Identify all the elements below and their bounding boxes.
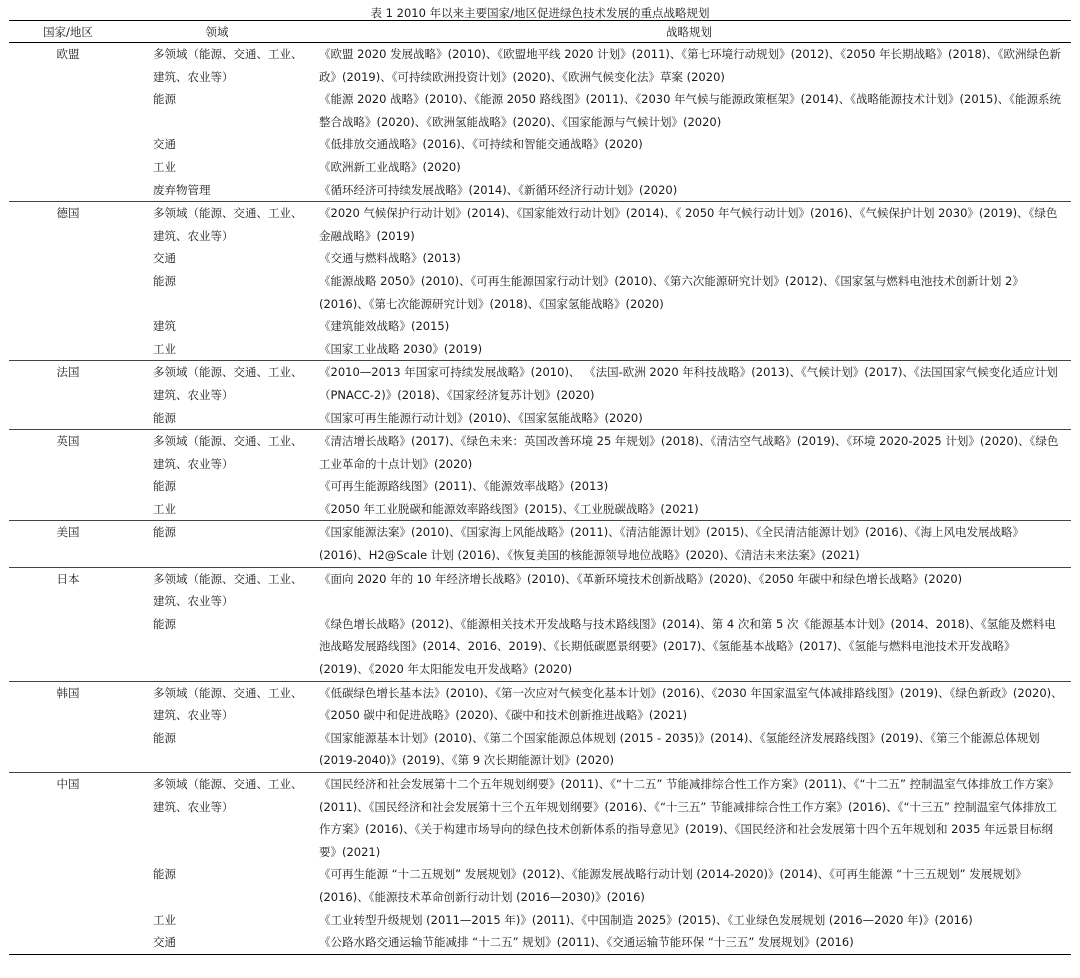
- table-row: [9, 863, 1071, 908]
- plan-cell: 《2020 气候保护行动计划》(2014)、《国家能效行动计划》(2014)、《 2050 年气候行动计划》(2016)、《气候保护计划 2030》(2019)、《绿色金融战略》(2019): [319, 206, 1058, 243]
- country-cell: 法国: [56, 365, 80, 380]
- plan-cell: 《清洁增长战略》(2017)、《绿色未来：英国改善环境 25 年规划》(2018)、《清洁空气战略》(2019)、《环境 2020-2025 计划》(2020)、《绿色工业革命的十点计划》(2020): [319, 434, 1059, 471]
- plan-cell: 《欧洲新工业战略》(2020): [319, 159, 461, 174]
- table-row: [9, 613, 1071, 681]
- plan-cell: 《可再生能源路线图》(2011)、《能源效率战略》(2013): [319, 479, 609, 494]
- table-row: [9, 270, 1071, 315]
- country-cell: [9, 931, 127, 954]
- table-row: [9, 475, 1071, 498]
- table-row: [9, 727, 1071, 773]
- country-cell: [9, 133, 127, 156]
- country-cell: [9, 407, 127, 430]
- header-plan: 战略规划: [666, 24, 712, 39]
- field-cell: 能源: [153, 616, 176, 631]
- country-group: [9, 43, 1071, 202]
- field-cell: 能源: [153, 92, 176, 107]
- field-cell: 能源: [153, 273, 176, 288]
- table-row: [9, 156, 1071, 179]
- plan-cell: 《国家工业战略 2030》(2019): [319, 341, 483, 356]
- table-row: [9, 179, 1071, 202]
- plan-cell: 《绿色增长战略》(2012)、《能源相关技术开发战略与技术路线图》(2014)、第 4 次和第 5 次《能源基本计划》(2014、2018)、《氢能及燃料电池战略发展路线图》(2014、2016、2019)、《长期低碳愿景纲要》(2017)、《氢能基本战略》(2017)、《氢能与燃料电池技术开发战略》(2019)、《2020 年太阳能发电开发战略》(2020): [319, 616, 1056, 677]
- table-row: [9, 567, 1071, 613]
- plan-cell: 《能源 2020 战略》(2010)、《能源 2050 路线图》(2011)、《2030 年气候与能源政策框架》(2014)、《战略能源技术计划》(2015)、《能源系统整合战略》(2020)、《欧洲氢能战略》(2020)、《国家能源与气候计划》(2020): [319, 92, 1062, 129]
- plan-cell: 《国民经济和社会发展第十二个五年规划纲要》(2011)、《“十二五” 节能减排综合性工作方案》(2011)、《“十二五” 控制温室气体排放工作方案》(2011)、《国民经济和社会发展第十三个五年规划纲要》(2016)、《“十三五” 节能减排综合性工作方案》(2016)、《“十三五” 控制温室气体排放工作方案》(2016)、《关于构建市场导向的绿色技术创新体系的指导意见》(2019)、《国民经济和社会发展第十四个五年规划和 2035 年远景目标纲要》(2021): [319, 777, 1060, 859]
- country-cell: 德国: [56, 206, 80, 221]
- field-cell: 多领域（能源、交通、工业、建筑、农业等）: [153, 434, 303, 471]
- field-cell: 多领域（能源、交通、工业、建筑、农业等）: [153, 365, 303, 402]
- country-cell: [9, 727, 127, 773]
- field-cell: 工业: [153, 501, 176, 516]
- field-cell: 能源: [153, 867, 176, 882]
- country-cell: [9, 179, 127, 202]
- country-group: [9, 567, 1071, 681]
- field-cell: 能源: [153, 525, 176, 540]
- field-cell: 工业: [153, 159, 176, 174]
- table-row: [9, 247, 1071, 270]
- plan-cell: 《欧盟 2020 发展战略》(2010)、《欧盟地平线 2020 计划》(2011)、《第七环境行动规划》(2012)、《2050 年长期战略》(2018)、《欧洲绿色新政》(2019)、《可持续欧洲投资计划》(2020)、《欧洲气候变化法》草案 (2020): [319, 47, 1062, 84]
- table-row: [9, 361, 1071, 407]
- header-field: 领域: [205, 24, 229, 39]
- table-row: [9, 338, 1071, 361]
- field-cell: 多领域（能源、交通、工业、建筑、农业等）: [153, 47, 303, 84]
- document-page: [9, 0, 1071, 955]
- plan-cell: 《工业转型升级规划 (2011—2015 年)》(2011)、《中国制造 2025》(2015)、《工业绿色发展规划 (2016—2020 年)》(2016): [319, 912, 973, 927]
- field-cell: 多领域（能源、交通、工业、建筑、农业等）: [153, 685, 303, 723]
- table-row: [9, 521, 1071, 567]
- field-cell: 交通: [153, 251, 176, 266]
- country-cell: 欧盟: [56, 47, 80, 61]
- country-cell: [9, 88, 127, 133]
- field-cell: 建筑: [153, 319, 176, 334]
- country-group: [9, 430, 1071, 521]
- table-row: [9, 498, 1071, 521]
- table-header: [9, 21, 1071, 43]
- table-row: [9, 202, 1071, 248]
- plan-cell: 《可再生能源 “十二五规划” 发展规划》(2012)、《能源发展战略行动计划 (2014-2020)》(2014)、《可再生能源 “十三五规划” 发展规划》(2016)、《能源技术革命创新行动计划 (2016—2030)》(2016): [319, 867, 1027, 904]
- table-row: [9, 88, 1071, 133]
- table-row: [9, 43, 1071, 89]
- field-cell: 能源: [153, 479, 176, 494]
- country-cell: [9, 863, 127, 908]
- country-cell: 韩国: [56, 685, 80, 700]
- plan-cell: 《2010—2013 年国家可持续发展战略》(2010)、 《法国-欧洲 2020 年科技战略》(2013)、《气候计划》(2017)、《法国国家气候变化适应计划（PNACC-2)》(2018)、《国家经济复苏计划》(2020): [319, 365, 1058, 402]
- country-cell: [9, 315, 127, 338]
- country-group: [9, 521, 1071, 567]
- strategy-table: [9, 20, 1071, 955]
- plan-cell: 《建筑能效战略》(2015): [319, 319, 450, 334]
- field-cell: 能源: [153, 730, 176, 745]
- table-row: [9, 430, 1071, 476]
- plan-cell: 《循环经济可持续发展战略》(2014)、《新循环经济行动计划》(2020): [319, 182, 678, 197]
- country-group: [9, 361, 1071, 430]
- field-cell: 多领域（能源、交通、工业、建筑、农业等）: [153, 777, 303, 814]
- plan-cell: 《国家可再生能源行动计划》(2010)、《国家氢能战略》(2020): [319, 410, 643, 425]
- table-row: [9, 773, 1071, 864]
- country-cell: [9, 613, 127, 681]
- table-row: [9, 315, 1071, 338]
- country-cell: [9, 498, 127, 521]
- country-cell: 美国: [56, 525, 80, 540]
- country-cell: 英国: [56, 434, 80, 449]
- table-row: [9, 909, 1071, 932]
- country-cell: [9, 338, 127, 361]
- country-cell: [9, 909, 127, 932]
- field-cell: 交通: [153, 137, 176, 152]
- table-row: [9, 681, 1071, 727]
- plan-cell: 《低碳绿色增长基本法》(2010)、《第一次应对气候变化基本计划》(2016)、《2030 年国家温室气体减排路线图》(2019)、《绿色新政》(2020)、《2050 碳中和促进战略》(2020)、《碳中和技术创新推进战略》(2021): [319, 685, 1063, 723]
- plan-cell: 《国家能源基本计划》(2010)、《第二个国家能源总体规划 (2015 - 2035)》(2014)、《氢能经济发展路线图》(2019)、《第三个能源总体规划 (2019-2040)》(2019)、《第 9 次长期能源计划》(2020): [319, 730, 1040, 768]
- field-cell: 工业: [153, 341, 176, 356]
- table-row: [9, 133, 1071, 156]
- header-country: 国家/地区: [43, 24, 93, 39]
- country-cell: [9, 475, 127, 498]
- field-cell: 工业: [153, 912, 176, 927]
- country-group: [9, 202, 1071, 361]
- header-row: [9, 21, 1071, 43]
- field-cell: 交通: [153, 935, 176, 950]
- country-cell: [9, 247, 127, 270]
- plan-cell: 《国家能源法案》(2010)、《国家海上风能战略》(2011)、《清洁能源计划》(2015)、《全民清洁能源计划》(2016)、《海上风电发展战略》(2016)、H2@Scale 计划 (2016)、《恢复美国的核能源领导地位战略》(2020)、《清洁未来法案》(2021): [319, 525, 1024, 563]
- plan-cell: 《公路水路交通运输节能减排 “十二五” 规划》(2011)、《交通运输节能环保 “十三五” 发展规划》(2016): [319, 935, 854, 950]
- country-cell: [9, 156, 127, 179]
- plan-cell: 《面向 2020 年的 10 年经济增长战略》(2010)、《革新环境技术创新战略》(2020)、《2050 年碳中和绿色增长战略》(2020): [319, 571, 963, 586]
- field-cell: 多领域（能源、交通、工业、建筑、农业等）: [153, 206, 303, 243]
- field-cell: 废弃物管理: [153, 182, 211, 197]
- table-row: [9, 931, 1071, 954]
- country-cell: [9, 270, 127, 315]
- field-cell: 能源: [153, 410, 176, 425]
- country-group: [9, 681, 1071, 772]
- country-cell: 日本: [56, 571, 80, 586]
- country-cell: 中国: [56, 777, 80, 791]
- plan-cell: 《能源战略 2050》(2010)、《可再生能源国家行动计划》(2010)、《第六次能源研究计划》(2012)、《国家氢与燃料电池技术创新计划 2》(2016)、《第七次能源研究计划》(2018)、《国家氢能战略》(2020): [319, 273, 1024, 311]
- plan-cell: 《交通与燃料战略》(2013): [319, 251, 461, 266]
- plan-cell: 《2050 年工业脱碳和能源效率路线图》(2015)、《工业脱碳战略》(2021): [319, 501, 699, 516]
- table-row: [9, 407, 1071, 430]
- country-group: [9, 773, 1071, 955]
- plan-cell: 《低排放交通战略》(2016)、《可持续和智能交通战略》(2020): [319, 137, 643, 152]
- field-cell: 多领域（能源、交通、工业、建筑、农业等）: [153, 571, 303, 609]
- table-caption: 表 1 2010 年以来主要国家/地区促进绿色技术发展的重点战略规划: [370, 6, 710, 20]
